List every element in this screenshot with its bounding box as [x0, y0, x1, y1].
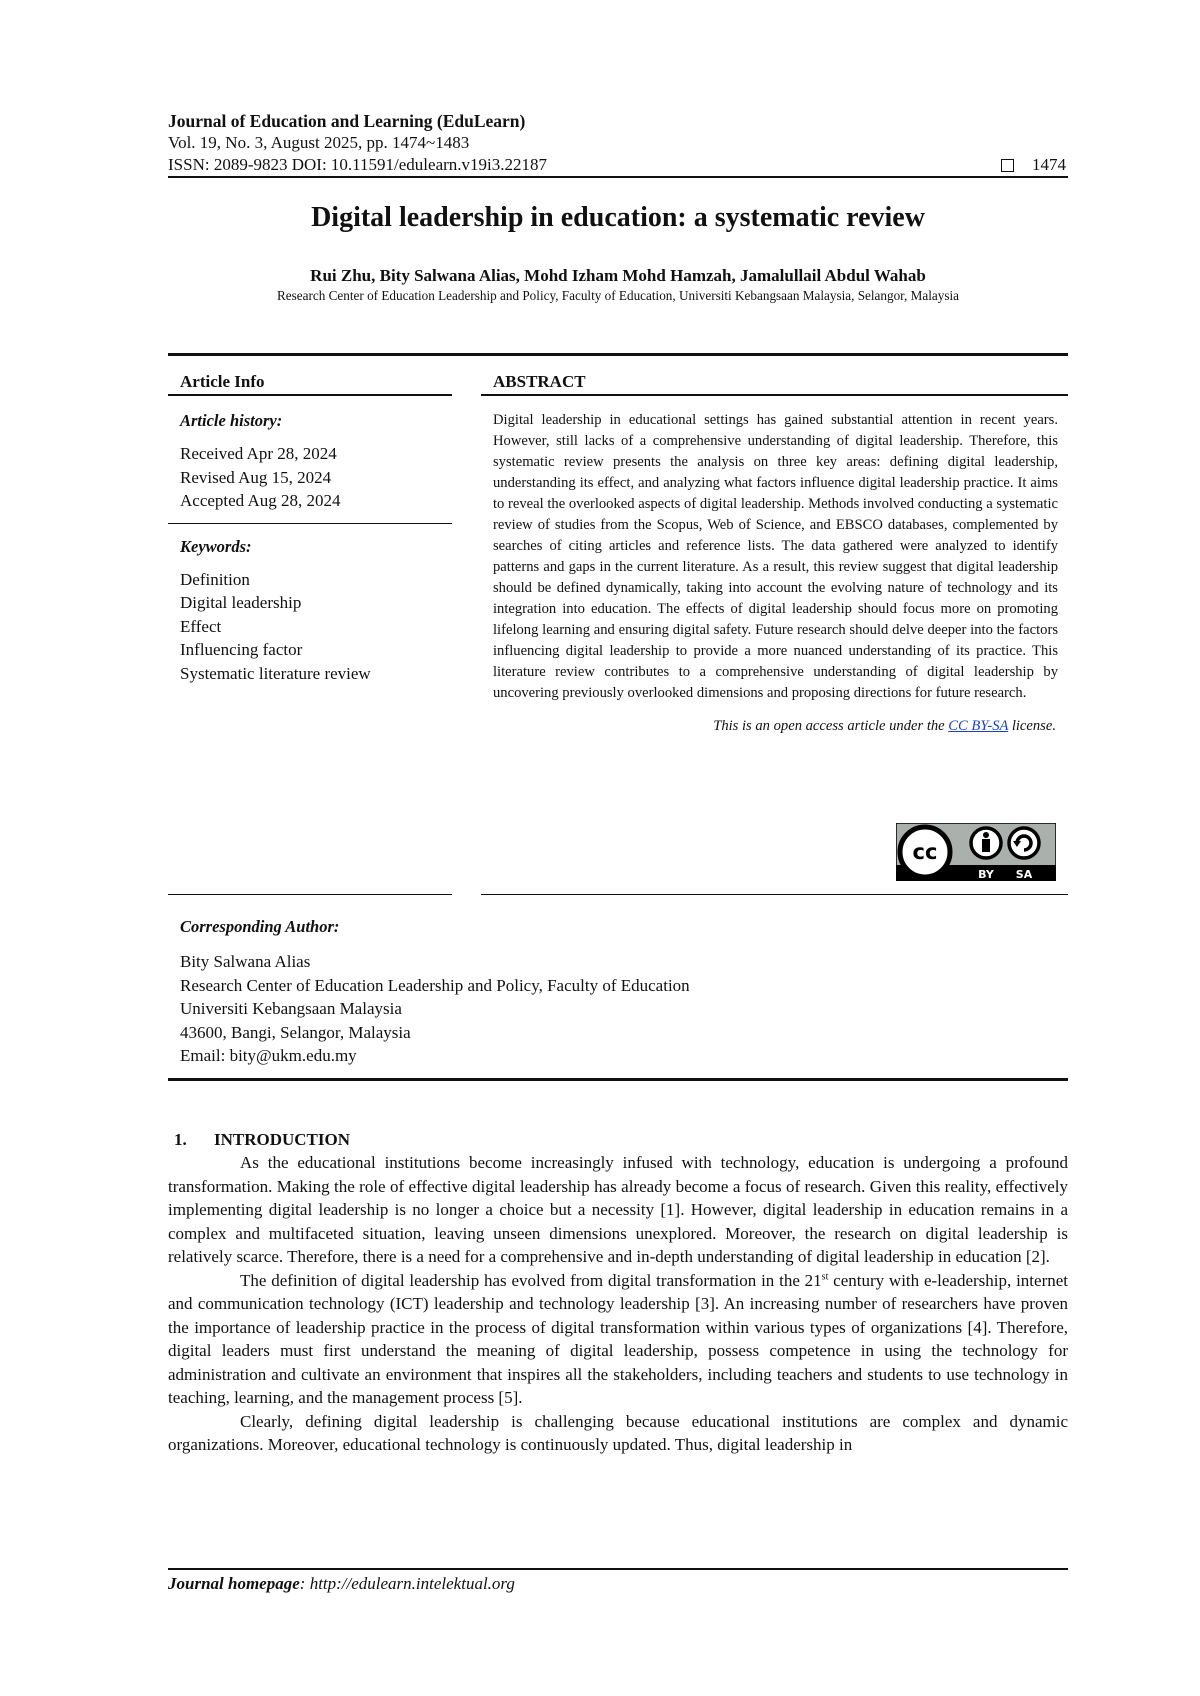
cc-by-sa-link[interactable]: CC BY-SA [948, 718, 1009, 734]
abstract-column [481, 356, 1068, 735]
journal-homepage-link[interactable]: : http://edulearn.intelektual.org [299, 1574, 515, 1593]
author-name: Bity Salwana Alias [180, 952, 311, 971]
square-bullet-icon [1001, 159, 1014, 172]
author-address: 43600, Bangi, Selangor, Malaysia [180, 1022, 411, 1042]
keyword-list [168, 568, 452, 686]
journal-name: Journal of Education and Learning (EduLearn) [168, 111, 526, 131]
open-access-note: This is an open access article under the CC BY-SA license. [713, 718, 1056, 734]
affiliation: Research Center of Education Leadership and Policy, Faculty of Education, Universiti Kebangsaan Malaysia, Selangor, Malaysia [277, 288, 959, 303]
volume-line: Vol. 19, No. 3, August 2025, pp. 1474~1483 [168, 133, 470, 152]
keywords-heading: Keywords: [180, 536, 252, 556]
keyword-item: Effect [180, 616, 222, 636]
cc-by-sa-badge-icon[interactable] [896, 823, 1056, 886]
by-label: BY [978, 868, 994, 881]
keyword-item: Influencing factor [180, 640, 303, 659]
paper-title: Digital leadership in education: a systematic review [311, 202, 925, 233]
abstract-heading: ABSTRACT [481, 356, 1068, 396]
accepted-date: Accepted Aug 28, 2024 [180, 491, 341, 510]
keyword-item: Systematic literature review [180, 663, 371, 683]
abstract-text: Digital leadership in educational settings has gained substantial attention in recent years. However, still lacks of a comprehensive understanding of digital leadership. Therefore, this systematic review presents the analysis on three key areas: defining digital leadership, understanding its effect, and analyzing what factors influence digital leadership practice. It aims to reveal the overlooked aspects of digital leadership. Methods involved conducting a systematic review of studies from the Scopus, Web of Science, and EBSCO databases, complemented by searches of citing articles and reference lists. The data gathered were analyzed to identify patterns and gaps in the current literature. As a result, this review suggest that digital leadership should be defined dynamically, taking into account the evolving nature of technology and its integration into education. The effects of digital leadership should focus more on promoting lifelong learning and ensuring digital safety. Future research should delve deeper into the factors influencing digital leadership to provide a more nuanced understanding of its practice. This literature review contributes to a comprehensive understanding of digital leadership by uncovering previously overlooked dimensions and proposing directions for future research. [493, 412, 1058, 701]
section-heading [168, 1129, 1068, 1151]
corresponding-author [180, 916, 1060, 1068]
author-email[interactable]: Email: bity@ukm.edu.my [180, 1046, 357, 1065]
footer-label: Journal homepage [168, 1574, 300, 1593]
issn-row [168, 154, 1068, 176]
intro-paragraph-2: The definition of digital leadership has evolved from digital transformation in the 21st century with e-leadership, internet and communication technology (ICT) leadership and technology leadership [3]. An increasing number of researchers have proven the importance of leadership practice in the process of digital transformation within various types of organizations [4]. Therefore, digital leaders must first understand the meaning of digital leadership, possess competence in using the technology for administration and cultivate an environment that inspires all the stakeholders, including teachers and students to use technology in teaching, learning, and the management process [5]. [168, 1270, 1068, 1407]
article-info-column [168, 356, 452, 685]
intro-paragraph-1: As the educational institutions become increasingly infused with technology, education is undergoing a profound transformation. Making the role of effective digital leadership has already become a focus of research. Given this reality, effectively implementing digital leadership is no longer a choice but a necessity [1]. However, digital leadership in education remains in a complex and multifaceted situation, leaving unseen dimensions unexplored. Moreover, the research on digital leadership is relatively scarce. Therefore, there is a need for a comprehensive and in-depth understanding of digital leadership in education [2]. [168, 1153, 1068, 1266]
article-info-block [168, 353, 1068, 1081]
left-bottom-rule [168, 894, 452, 895]
author-department: Research Center of Education Leadership and Policy, Faculty of Education [180, 975, 690, 995]
journal-footer [168, 1568, 1068, 1594]
section-number: 1. [174, 1130, 187, 1149]
keyword-item: Digital leadership [180, 593, 302, 612]
author-list: Rui Zhu, Bity Salwana Alias, Mohd Izham Mohd Hamzah, Jamalullail Abdul Wahab [310, 266, 926, 285]
info-bottom-rule [168, 1078, 1068, 1081]
author-university: Universiti Kebangsaan Malaysia [180, 999, 402, 1018]
history-heading: Article history: [180, 411, 283, 430]
right-bottom-rule [481, 894, 1068, 895]
introduction-section [168, 1129, 1068, 1457]
section-title: INTRODUCTION [214, 1130, 351, 1149]
sa-label: SA [1015, 868, 1033, 881]
header-rule [168, 176, 1068, 178]
article-info-heading: Article Info [168, 356, 452, 396]
issn-line: ISSN: 2089-9823 DOI: 10.11591/edulearn.v19i3.22187 [168, 155, 548, 174]
intro-paragraph-3: Clearly, defining digital leadership is challenging because educational institutions are complex and dynamic organizations. Moreover, educational technology is continuously updated. Thus, digital leadership in [168, 1411, 1068, 1454]
page-number: 1474 [1032, 155, 1066, 174]
corresponding-heading: Corresponding Author: [180, 917, 340, 936]
paper-page [168, 110, 1068, 1457]
keyword-item: Definition [180, 569, 250, 589]
received-date: Received Apr 28, 2024 [180, 444, 337, 463]
revised-date: Revised Aug 15, 2024 [180, 467, 332, 487]
cc-label: cc [912, 840, 938, 864]
journal-header [168, 110, 1068, 178]
